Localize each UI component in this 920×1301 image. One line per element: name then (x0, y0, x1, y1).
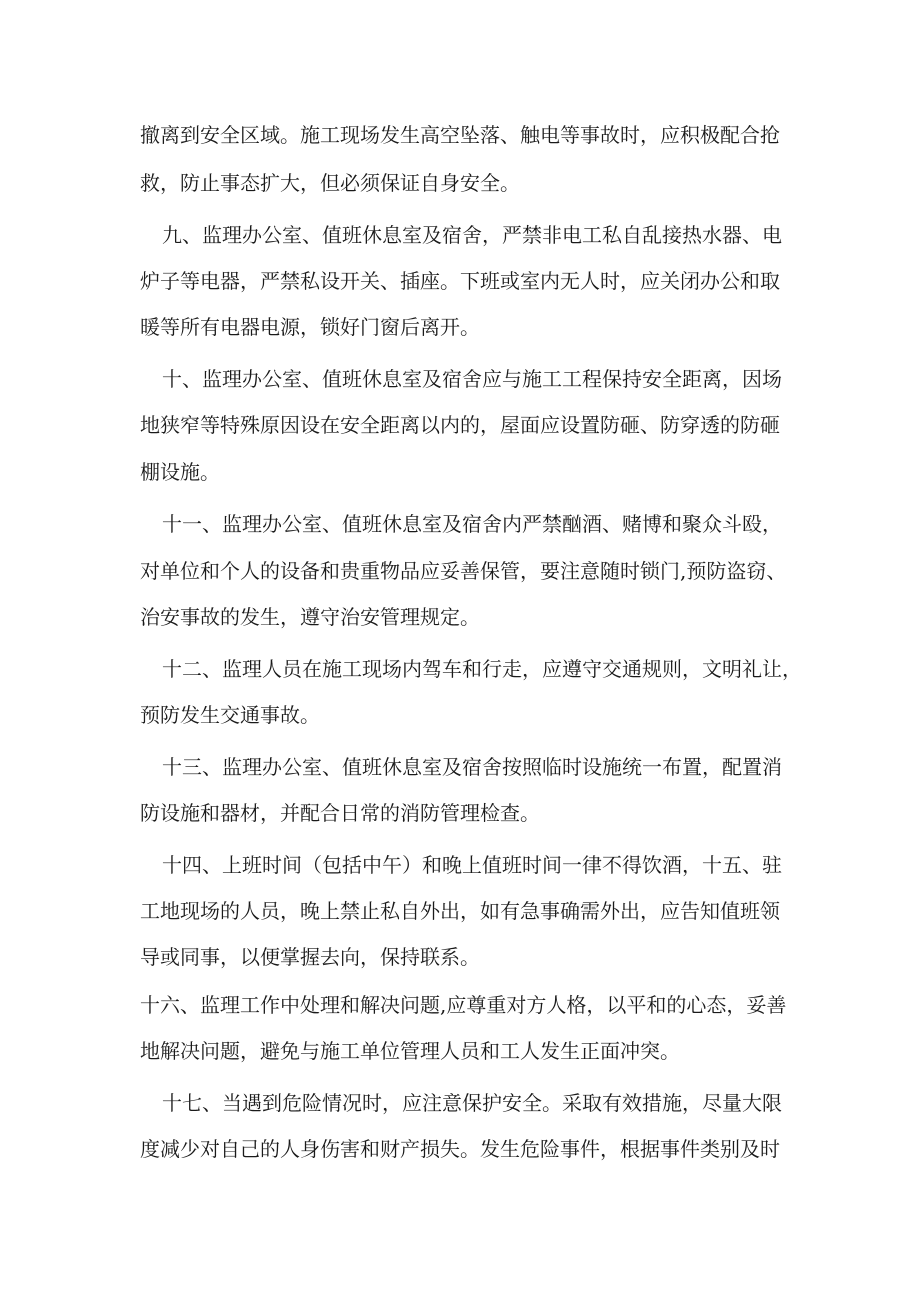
text-line: 导或同事，以便掌握去向，保持联系。 (140, 945, 480, 969)
text-line: 撤离到安全区域。施工现场发生高空坠落、触电等事故时，应积极配合抢 (140, 123, 780, 147)
paragraph-twelve-start: 十二、监理人员在施工现场内驾车和行走，应遵守交通规则，文明礼让， (162, 657, 802, 681)
paragraph-nine-start: 九、监理办公室、值班休息室及宿舍，严禁非电工私自乱接热水器、电 (162, 223, 782, 247)
text-line: 棚设施。 (140, 460, 220, 484)
text-line: 治安事故的发生，遵守治安管理规定。 (140, 605, 480, 629)
text-line: 防设施和器材，并配合日常的消防管理检查。 (140, 801, 540, 825)
paragraph-seventeen-start: 十七、当遇到危险情况时，应注意保护安全。采取有效措施，尽量大限 (162, 1091, 782, 1115)
text-line: 对单位和个人的设备和贵重物品应妥善保管，要注意随时锁门,预防盗窃、 (140, 559, 787, 583)
paragraph-thirteen-start: 十三、监理办公室、值班休息室及宿舍按照临时设施统一布置，配置消 (162, 755, 782, 779)
paragraph-eleven-start: 十一、监理办公室、值班休息室及宿舍内严禁酗酒、赌博和聚众斗殴， (162, 512, 782, 536)
text-line: 预防发生交通事故。 (140, 703, 320, 727)
text-line: 炉子等电器，严禁私设开关、插座。下班或室内无人时，应关闭办公和取 (140, 269, 780, 293)
text-line: 救，防止事态扩大，但必须保证自身安全。 (140, 171, 520, 195)
text-line: 工地现场的人员，晚上禁止私自外出，如有急事确需外出，应告知值班领 (140, 899, 780, 923)
text-line: 暖等所有电器电源，锁好门窗后离开。 (140, 315, 480, 339)
text-line: 度减少对自己的人身伤害和财产损失。发生危险事件，根据事件类别及时 (140, 1137, 780, 1161)
paragraph-fourteen-start: 十四、上班时间（包括中午）和晚上值班时间一律不得饮酒，十五、驻 (162, 853, 782, 877)
paragraph-sixteen-start: 十六、监理工作中处理和解决问题,应尊重对方人格，以平和的心态，妥善 (140, 993, 787, 1017)
text-line: 地解决问题，避免与施工单位管理人员和工人发生正面冲突。 (140, 1039, 680, 1063)
paragraph-ten-start: 十、监理办公室、值班休息室及宿舍应与施工工程保持安全距离，因场 (162, 367, 782, 391)
text-line: 地狭窄等特殊原因设在安全距离以内的，屋面应设置防砸、防穿透的防砸 (140, 413, 780, 437)
